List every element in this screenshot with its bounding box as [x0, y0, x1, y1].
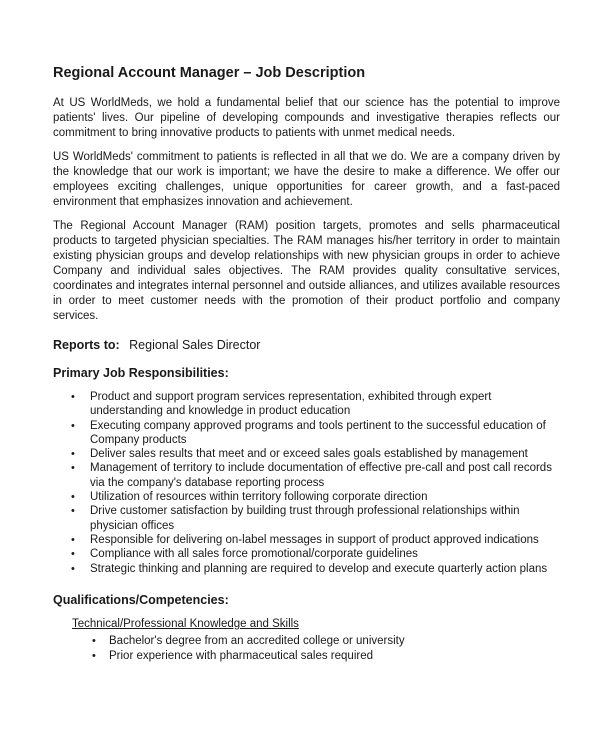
list-item — [71, 533, 560, 547]
list-item-text: Executing company approved programs and tools pertinent to the successful education of Company products — [90, 419, 546, 446]
bullet-icon: • — [71, 562, 75, 575]
list-item — [71, 419, 560, 448]
bullet-icon: • — [71, 391, 75, 403]
commitment-paragraph: US WorldMeds' commitment to patients is reflected in all that we do. We are a company driven by the knowledge that our work is important; we have the desire to make a difference. We offer our employees exciting challenges, unique opportunities for career growth, and a fast-paced environment that emphasizes innovation and achievement. — [53, 151, 560, 208]
reports-to-value: Regional Sales Director — [129, 338, 261, 352]
list-item-text: Compliance with all sales force promotional/corporate guidelines — [90, 548, 418, 561]
page-title: Regional Account Manager – Job Description — [53, 65, 366, 81]
list-item — [71, 461, 560, 490]
intro-paragraph: At US WorldMeds, we hold a fundamental belief that our science has the potential to improve patients' lives. Our pipeline of developing compounds and investigative therapies reflects our commitment to bring innovative products to patients with unmet medical needs. — [53, 97, 560, 139]
responsibilities-list — [53, 390, 560, 576]
list-item-text: Responsible for delivering on-label messages in support of product approved indications — [90, 533, 539, 546]
bullet-icon: • — [71, 548, 75, 561]
list-item-text: Management of territory to include documentation of effective pre-call and post call records via the company's database reporting process — [90, 462, 552, 489]
bullet-icon: • — [71, 533, 75, 546]
list-item — [71, 447, 560, 461]
bullet-icon: • — [71, 491, 75, 504]
bullet-icon: • — [71, 505, 75, 518]
role-paragraph: The Regional Account Manager (RAM) position targets, promotes and sells pharmaceutical products to targeted physician specialties. The RAM manages his/her territory in order to maintain existing physician groups and develop relationships with new physician groups in order to achieve Company and individual sales objectives. The RAM provides quality consultative services, coordinates and integrates internal personnel and outside alliances, and utilizes available resources in order to meet customer needs with the promotion of their product portfolio and company services. — [53, 220, 560, 322]
qualifications-heading: Qualifications/Competencies: — [53, 592, 229, 607]
bullet-icon: • — [92, 650, 96, 663]
list-item-text: Prior experience with pharmaceutical sales required — [109, 650, 373, 663]
bullet-icon: • — [71, 462, 75, 475]
list-item — [71, 390, 560, 419]
list-item — [71, 490, 560, 504]
list-item — [71, 562, 560, 576]
bullet-icon: • — [71, 448, 75, 461]
responsibilities-heading: Primary Job Responsibilities: — [53, 366, 229, 380]
list-item — [92, 634, 560, 650]
reports-to-label: Reports to: — [53, 338, 120, 352]
bullet-icon: • — [71, 419, 75, 432]
list-item-text: Bachelor's degree from an accredited college or university — [109, 634, 405, 647]
qualifications-subheading: Technical/Professional Knowledge and Skills — [72, 617, 299, 630]
list-item-text: Deliver sales results that meet and or exceed sales goals established by management — [90, 448, 528, 461]
list-item — [92, 649, 560, 665]
list-item-text: Strategic thinking and planning are required to develop and execute quarterly action plans — [90, 562, 548, 575]
list-item — [71, 547, 560, 561]
list-item-text: Utilization of resources within territory following corporate direction — [90, 491, 428, 504]
list-item — [71, 504, 560, 533]
bullet-icon: • — [92, 634, 96, 647]
list-item-text: Product and support program services representation, exhibited through expert understanding and knowledge in product education — [90, 391, 492, 418]
qualifications-list — [53, 634, 560, 665]
list-item-text: Drive customer satisfaction by building trust through professional relationships within physician offices — [90, 505, 520, 532]
reports-to-line — [53, 337, 560, 353]
